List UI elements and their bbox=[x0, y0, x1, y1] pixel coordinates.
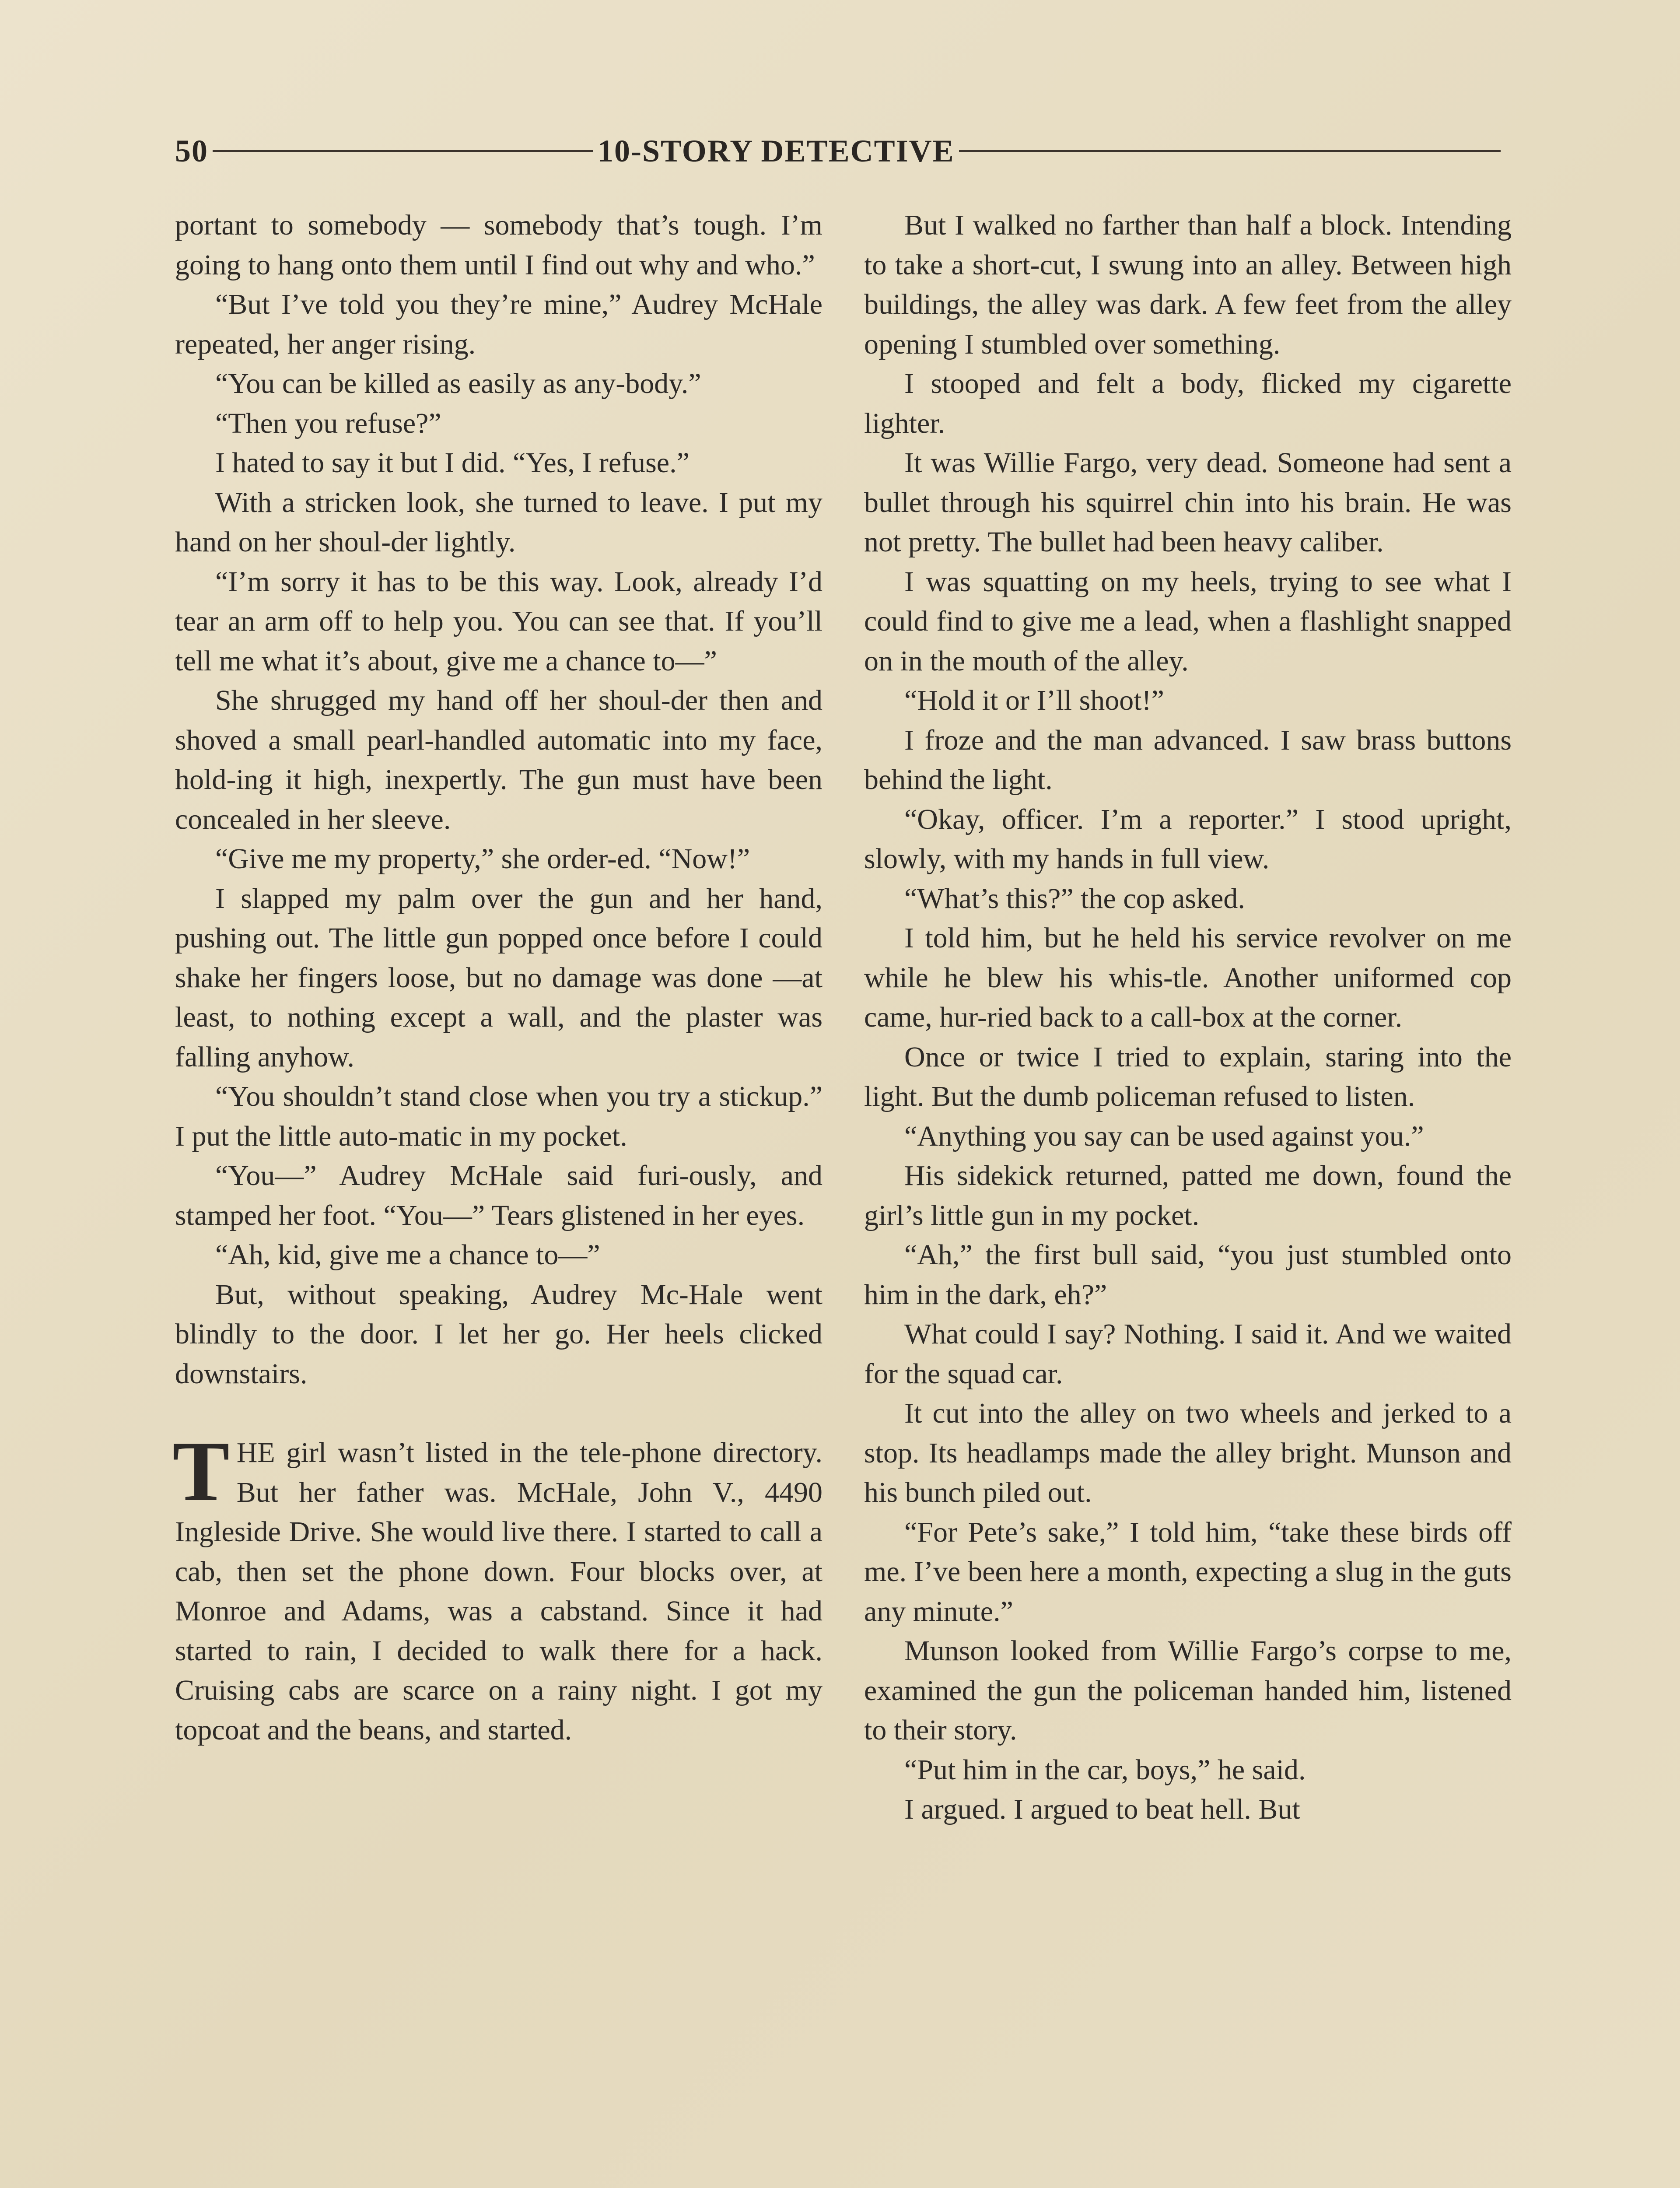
page-number: 50 bbox=[175, 133, 208, 168]
paragraph: “Ah, kid, give me a chance to—” bbox=[215, 1239, 600, 1271]
paragraph: I froze and the man advanced. I saw brass buttons behind the light. bbox=[864, 724, 1512, 796]
paragraph: “I’m sorry it has to be this way. Look, already I’d tear an arm off to help you. You can see that. If you’ll tell me what it’s about, give me a chance to—” bbox=[175, 565, 822, 677]
paragraph: “You—” Audrey McHale said furi-ously, and stamped her foot. “You—” Tears glistened in her eyes. bbox=[175, 1160, 822, 1231]
paragraph: “Then you refuse?” bbox=[215, 407, 441, 439]
paragraph: I slapped my palm over the gun and her hand, pushing out. The little gun popped once before I could shake her fingers loose, but no damage was done —at least, to nothing except a wall, and the plaster was falling anyhow. bbox=[175, 882, 822, 1073]
paragraph: I hated to say it but I did. “Yes, I refuse.” bbox=[215, 447, 690, 479]
paragraph: But, without speaking, Audrey Mc-Hale went blindly to the door. I let her go. Her heels clicked downstairs. bbox=[175, 1278, 822, 1390]
page-header bbox=[175, 131, 1505, 171]
paragraph: I argued. I argued to beat hell. But bbox=[904, 1793, 1300, 1825]
paragraph: “You can be killed as easily as any-body.” bbox=[215, 368, 701, 400]
section-break-text: HE girl wasn’t listed in the tele-phone directory. But her father was. McHale, John V., 4490 Ingleside Drive. She would live there. I started to call a cab, then set the phone down. Four blocks over, at Monroe and Adams, was a cabstand. Since it had started to rain, I decided to walk there for a hack. Cruising cabs are scarce on a rainy night. I got my topcoat and the beans, and started. bbox=[175, 1437, 822, 1746]
paragraph: “You shouldn’t stand close when you try a stickup.” I put the little auto-matic in my pocket. bbox=[175, 1080, 822, 1152]
header-rule-left bbox=[213, 150, 593, 152]
paragraph: It was Willie Fargo, very dead. Someone had sent a bullet through his squirrel chin into his brain. He was not pretty. The bullet had been heavy caliber. bbox=[864, 447, 1512, 558]
paragraph: His sidekick returned, patted me down, found the girl’s little gun in my pocket. bbox=[864, 1160, 1512, 1231]
paragraph: “Okay, officer. I’m a reporter.” I stood upright, slowly, with my hands in full view. bbox=[864, 803, 1512, 875]
header-rule-right bbox=[959, 150, 1501, 152]
left-column bbox=[172, 206, 822, 1750]
paragraph: With a stricken look, she turned to leave. I put my hand on her shoul-der lightly. bbox=[175, 486, 822, 558]
right-column bbox=[864, 206, 1512, 1830]
paragraph: “Ah,” the first bull said, “you just stumbled onto him in the dark, eh?” bbox=[864, 1239, 1512, 1311]
paragraph: What could I say? Nothing. I said it. And we waited for the squad car. bbox=[864, 1318, 1512, 1390]
paragraph: Munson looked from Willie Fargo’s corpse to me, examined the gun the policeman handed him, listened to their story. bbox=[864, 1635, 1512, 1746]
paragraph: I stooped and felt a body, flicked my cigarette lighter. bbox=[864, 368, 1512, 439]
paragraph: “Hold it or I’ll shoot!” bbox=[904, 684, 1164, 716]
paragraph: “Give me my property,” she order-ed. “Now!” bbox=[215, 843, 750, 875]
paragraph: But I walked no farther than half a block. Intending to take a short-cut, I swung into an alley. Between high buildings, the alley was dark. A few feet from the alley opening I stumbled over something. bbox=[864, 209, 1512, 360]
dropcap-letter: T bbox=[172, 1424, 230, 1519]
paragraph: She shrugged my hand off her shoul-der then and shoved a small pearl-handled automatic into my face, hold-ing it high, inexpertly. The gun must have been concealed in her sleeve. bbox=[175, 684, 822, 835]
paragraph: portant to somebody — somebody that’s tough. I’m going to hang onto them until I find out why and who.” bbox=[175, 209, 822, 281]
paragraph: It cut into the alley on two wheels and jerked to a stop. Its headlamps made the alley bright. Munson and his bunch piled out. bbox=[864, 1397, 1512, 1508]
paragraph: “What’s this?” the cop asked. bbox=[904, 882, 1245, 915]
paragraph: Once or twice I tried to explain, staring into the light. But the dumb policeman refused to listen. bbox=[864, 1041, 1512, 1112]
paragraph: I told him, but he held his service revolver on me while he blew his whis-tle. Another uniformed cop came, hur-ried back to a call-box at the corner. bbox=[864, 922, 1512, 1033]
magazine-title: 10-STORY DETECTIVE bbox=[598, 133, 955, 168]
paragraph: I was squatting on my heels, trying to see what I could find to give me a lead, when a flashlight snapped on in the mouth of the alley. bbox=[864, 565, 1512, 677]
paragraph: “But I’ve told you they’re mine,” Audrey McHale repeated, her anger rising. bbox=[175, 288, 822, 360]
section-break-paragraph bbox=[172, 1424, 822, 1750]
paragraph: “Anything you say can be used against you.” bbox=[904, 1120, 1424, 1152]
paragraph: “Put him in the car, boys,” he said. bbox=[904, 1753, 1306, 1786]
paragraph: “For Pete’s sake,” I told him, “take these birds off me. I’ve been here a month, expecting a slug in the guts any minute.” bbox=[864, 1516, 1512, 1627]
